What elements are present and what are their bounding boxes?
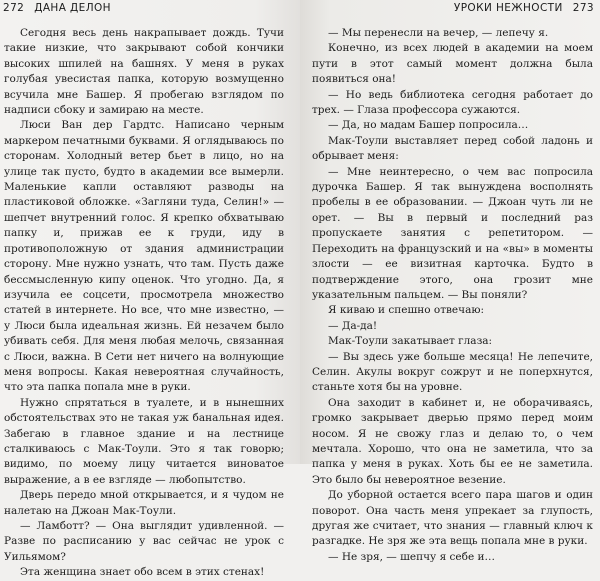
paragraph: — Да-да! — [328, 319, 378, 332]
right-chapter-title: УРОКИ НЕЖНОСТИ — [453, 2, 563, 14]
paragraph: — Вы здесь уже больше месяца! Не лепечите, Селин. Акулы вокруг сожрут и не поперхнутся, станьте хотя бы на уровне. — [312, 350, 593, 394]
left-page-number: 272 — [3, 2, 25, 14]
paragraph: — Ламботт? — Она выглядит удивленной. — Разве по расписанию у вас сейчас не урок с Уильямом? — [4, 520, 284, 563]
paragraph: Мак-Тоули выставляет перед собой ладонь и обрывает меня: — [312, 134, 593, 163]
paragraph: — Да, но мадам Башер попросила… — [328, 119, 529, 132]
right-running-head — [454, 1, 594, 15]
paragraph: — Мне неинтересно, о чем вас попросила дурочка Башер. Я так вынуждена восполнять пробелы в ее образовании. — Джоан чуть ли не орет. — Вы в первый и последний раз пропускаете занятия с репетитором. — Переходить на французский и на «вы» в моменты злости — ее визитная карточка. Будто в подтверждение этого, она грозит мне указательным пальцем. — Вы поняли? — [312, 165, 593, 301]
left-running-head — [3, 1, 111, 15]
paragraph: — Мы перенесли на вечер, — лепечу я. — [328, 27, 549, 39]
right-page-number: 273 — [572, 2, 594, 14]
paragraph: Она заходит в кабинет и, не оборачиваясь, громко закрывает дверью прямо перед моим носом. Я не свожу глаз и делаю то, о чем мечтала. Хорошо, что она не заметила, что за папка у меня в руках. Хоть бы ее не заметила. Это было бы невероятное везение. — [312, 396, 593, 486]
paragraph: Дверь передо мной открывается, и я чудом не налетаю на Джоан Мак-Тоули. — [4, 489, 284, 517]
paragraph: Конечно, из всех людей в академии на моем пути в этот самый момент должна была появиться она! — [312, 42, 593, 86]
left-page-text — [4, 26, 284, 581]
paragraph: Мак-Тоули закатывает глаза: — [328, 335, 493, 348]
paragraph: Я киваю и спешно отвечаю: — [328, 304, 485, 317]
left-page — [0, 0, 300, 579]
right-page — [300, 0, 600, 563]
paragraph: Люси Ван дер Гардтс. Написано черным маркером печатными буквами. Я оглядываюсь по сторонам. Холодный ветер бьет в лицо, но на улице так пусто, будто в академии все вымерли. Маленькие капли оставляют разводы на пластиковой обложке. «Загляни туда, Селин!» — шепчет внутренний голос. Я крепко обхватываю папку и, прижав ее к груди, иду в противоположную от здания администрации сторону. Мне нужно узнать, что там. Пусть даже бессмысленную кипу оценок. Что угодно. Да, я изучила ее соцсети, просмотрела множество статей в интернете. Но все, что мне известно, — у Люси была идеальная жизнь. Ей незачем было убивать себя. Для меня любая мелочь, связанная с Люси, важна. В Сети нет ничего на волнующие меня вопросы. Какая невероятная случайность, что эта папка попала мне в руки. — [4, 119, 284, 394]
paragraph: До уборной остается всего пара шагов и один поворот. Она часть меня упрекает за глупость, другая же считает, что знания — главный ключ к разгадке. Не зря же эта вещь попала мне в руки. — [312, 489, 593, 548]
paragraph: Сегодня весь день накрапывает дождь. Тучи такие низкие, что закрывают собой кончики высоких шпилей на башнях. У меня в руках голубая увесистая папка, которую возмущенно всучила мне Башер. Я пробегаю взглядом по надписи сбоку и замираю на месте. — [4, 27, 284, 117]
paragraph: — Не зря, — шепчу я себе и… — [328, 550, 495, 563]
right-page-text — [312, 26, 593, 565]
paragraph: Нужно спрятаться в туалете, и в нынешних обстоятельствах это не такая уж банальная идея. Забегаю в главное здание и на лестнице сталкиваюсь с Мак-Тоули. Это я так говорю; видимо, по моему лицу читается виноватое выражение, а в ее взгляде — любопытство. — [4, 396, 284, 486]
paragraph: Эта женщина знает обо всем в этих стенах! — [20, 566, 265, 579]
left-author-name: ДАНА ДЕЛОН — [34, 2, 111, 14]
paragraph: — Но ведь библиотека сегодня работает до трех. — Глаза профессора сужаются. — [312, 88, 593, 117]
